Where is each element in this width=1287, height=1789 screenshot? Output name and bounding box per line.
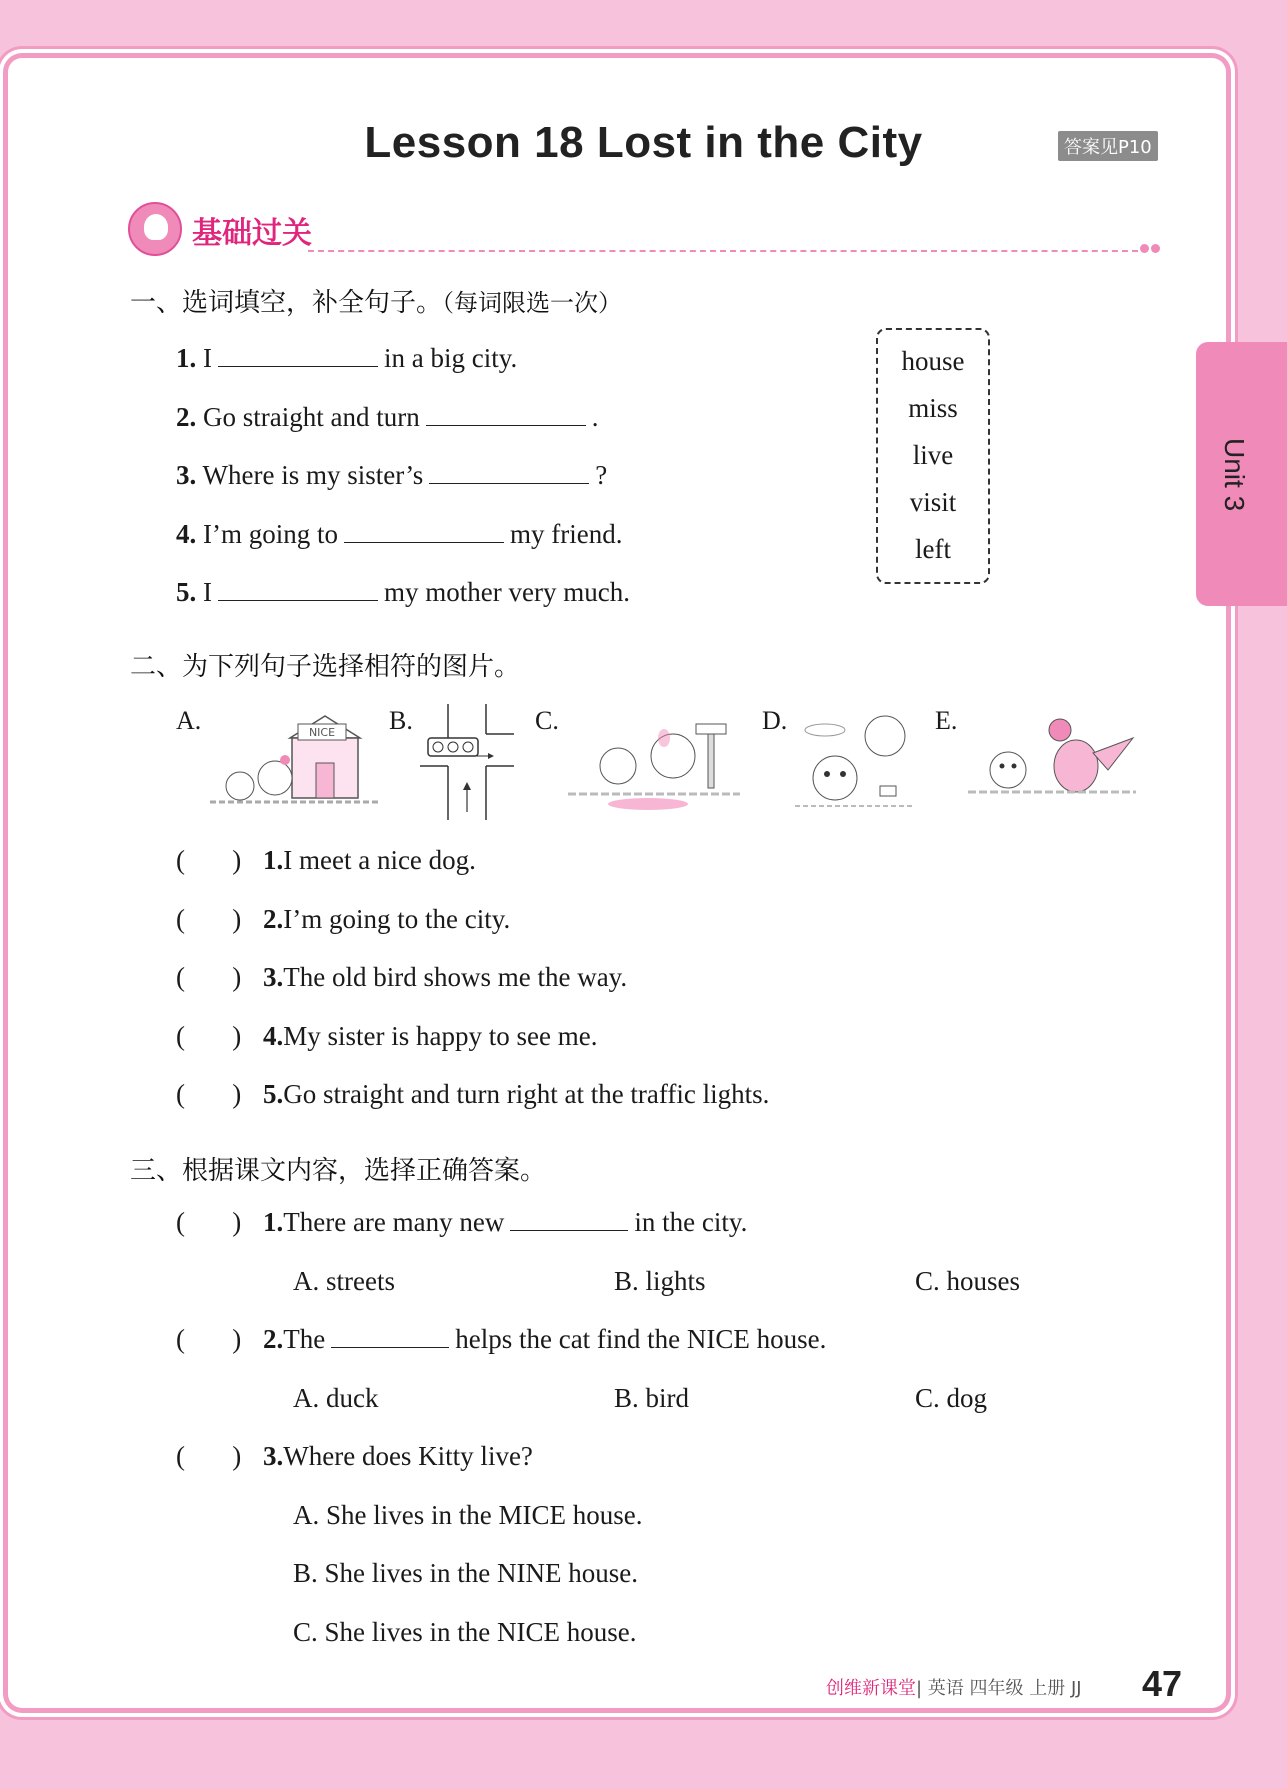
word-bank-item: miss (908, 393, 958, 423)
item-text-after: my mother very much. (384, 577, 630, 607)
part1-heading (130, 282, 622, 319)
item-number: 1. (263, 1207, 284, 1237)
item-text: Go straight and turn right at the traffic lights. (283, 1079, 770, 1109)
part2-item-2 (263, 904, 510, 935)
cats-meeting-icon (795, 708, 915, 818)
item-text-after: in a big city. (384, 343, 518, 373)
part1-heading-text: 一、选词填空，补全句子。 (130, 288, 443, 318)
word-bank-item: left (915, 534, 951, 564)
picture-label-a: A. (176, 706, 202, 735)
house-illustration-icon (210, 708, 380, 818)
item-text-after: ? (595, 460, 608, 490)
answer-paren[interactable]: ( ) (176, 1441, 242, 1471)
answer-paren[interactable]: ( ) (176, 1324, 242, 1354)
item-text: Where does Kitty live? (283, 1441, 533, 1471)
item-number: 3. (263, 1441, 284, 1471)
item-text-after: my friend. (510, 519, 623, 549)
item-number: 5. (176, 577, 197, 607)
nice-sign-text: NICE (308, 726, 336, 739)
option[interactable]: B. bird (614, 1383, 690, 1413)
lesson-title: Lesson 18 Lost in the City (364, 118, 923, 167)
picture-d-two-cats (795, 708, 915, 818)
picture-label-b: B. (389, 706, 413, 735)
answer-blank[interactable] (344, 541, 504, 543)
item-number: 4. (176, 519, 197, 549)
part2-item-3 (263, 962, 627, 993)
page-number: 47 (1142, 1663, 1183, 1704)
answer-paren[interactable]: ( ) (176, 1207, 242, 1237)
part1-item-3 (176, 460, 607, 491)
part2-item-5 (263, 1079, 769, 1110)
part3-heading: 三、根据课文内容，选择正确答案。 (130, 1156, 547, 1186)
picture-label-c: C. (535, 706, 559, 735)
answer-blank[interactable] (218, 365, 378, 367)
part1-item-2 (176, 402, 598, 433)
section-title: 基础过关 (192, 216, 312, 251)
part2-item-4 (263, 1021, 597, 1052)
footer-details: | 英语 四年级 上册 JJ (916, 1678, 1082, 1699)
picture-a-cats-house (210, 708, 380, 818)
part1-note: （每词限选一次） (442, 289, 623, 317)
option[interactable]: B. She lives in the NINE house. (293, 1558, 638, 1588)
answer-blank[interactable] (510, 1229, 628, 1231)
item-number: 3. (176, 460, 197, 490)
item-text-before: I (203, 343, 212, 373)
item-text-before: Go straight and turn (203, 402, 420, 432)
item-number: 2. (176, 402, 197, 432)
option[interactable]: A. duck (293, 1383, 379, 1413)
option[interactable]: C. houses (915, 1266, 1021, 1296)
part1-item-4 (176, 519, 622, 550)
section-divider (308, 250, 1138, 252)
footer-info (826, 1674, 1082, 1700)
option[interactable]: A. streets (293, 1266, 395, 1296)
answer-blank[interactable] (429, 482, 589, 484)
option[interactable]: C. She lives in the NICE house. (293, 1617, 637, 1647)
picture-e-cat-and-bird (968, 708, 1136, 818)
picture-label-e: E. (935, 706, 958, 735)
item-text-after: in the city. (634, 1207, 748, 1237)
item-text-after: helps the cat find the NICE house. (455, 1324, 827, 1354)
item-text-after: . (591, 402, 599, 432)
answer-blank[interactable] (426, 424, 586, 426)
item-text: My sister is happy to see me. (283, 1021, 598, 1051)
item-text: The old bird shows me the way. (283, 962, 628, 992)
item-number: 4. (263, 1021, 284, 1051)
unit-tab-label: Unit 3 (1219, 438, 1250, 512)
cat-bird-illustration-icon (968, 708, 1136, 818)
option[interactable]: B. lights (614, 1266, 706, 1296)
item-text-before: There are many new (283, 1207, 505, 1237)
item-text: I meet a nice dog. (283, 845, 476, 875)
part1-item-5 (176, 577, 630, 608)
picture-label-d: D. (762, 706, 788, 735)
picture-c-cat-and-dog (568, 708, 740, 818)
part3-question-1 (263, 1207, 747, 1238)
word-bank-item: live (912, 440, 954, 470)
answer-paren[interactable]: ( ) (176, 904, 242, 934)
item-number: 1. (176, 343, 197, 373)
decor-dots-icon (1140, 240, 1162, 258)
traffic-light-crossroad-icon (420, 704, 514, 820)
item-text-before: The (283, 1324, 326, 1354)
part3-question-3 (263, 1441, 533, 1472)
option[interactable]: C. dog (915, 1383, 988, 1413)
part3-question-2 (263, 1324, 826, 1355)
word-bank-item: visit (909, 487, 957, 517)
word-bank (876, 328, 990, 584)
item-number: 2. (263, 904, 284, 934)
part2-item-1 (263, 845, 476, 876)
answer-blank[interactable] (218, 599, 378, 601)
item-number: 2. (263, 1324, 284, 1354)
item-number: 1. (263, 845, 284, 875)
section-banner (128, 202, 1170, 252)
answer-reference-badge: 答案见P10 (1058, 131, 1158, 161)
footer-brand: 创维新课堂 (826, 1678, 916, 1699)
answer-paren[interactable]: ( ) (176, 1079, 242, 1109)
item-text-before: I’m going to (203, 519, 338, 549)
answer-paren[interactable]: ( ) (176, 1021, 242, 1051)
item-text-before: I (203, 577, 212, 607)
answer-paren[interactable]: ( ) (176, 962, 242, 992)
item-text: I’m going to the city. (283, 904, 511, 934)
answer-blank[interactable] (331, 1346, 449, 1348)
picture-b-traffic-lights (420, 704, 514, 820)
item-number: 5. (263, 1079, 284, 1109)
unit-side-tab (1196, 342, 1287, 606)
option[interactable]: A. She lives in the MICE house. (293, 1500, 643, 1530)
part2-heading: 二、为下列句子选择相符的图片。 (130, 652, 521, 682)
cat-dog-illustration-icon (568, 708, 740, 818)
item-number: 3. (263, 962, 284, 992)
item-text-before: Where is my sister’s (202, 460, 424, 490)
word-bank-item: house (901, 346, 965, 376)
cat-mascot-icon (128, 202, 182, 256)
part1-item-1 (176, 343, 517, 374)
answer-paren[interactable]: ( ) (176, 845, 242, 875)
